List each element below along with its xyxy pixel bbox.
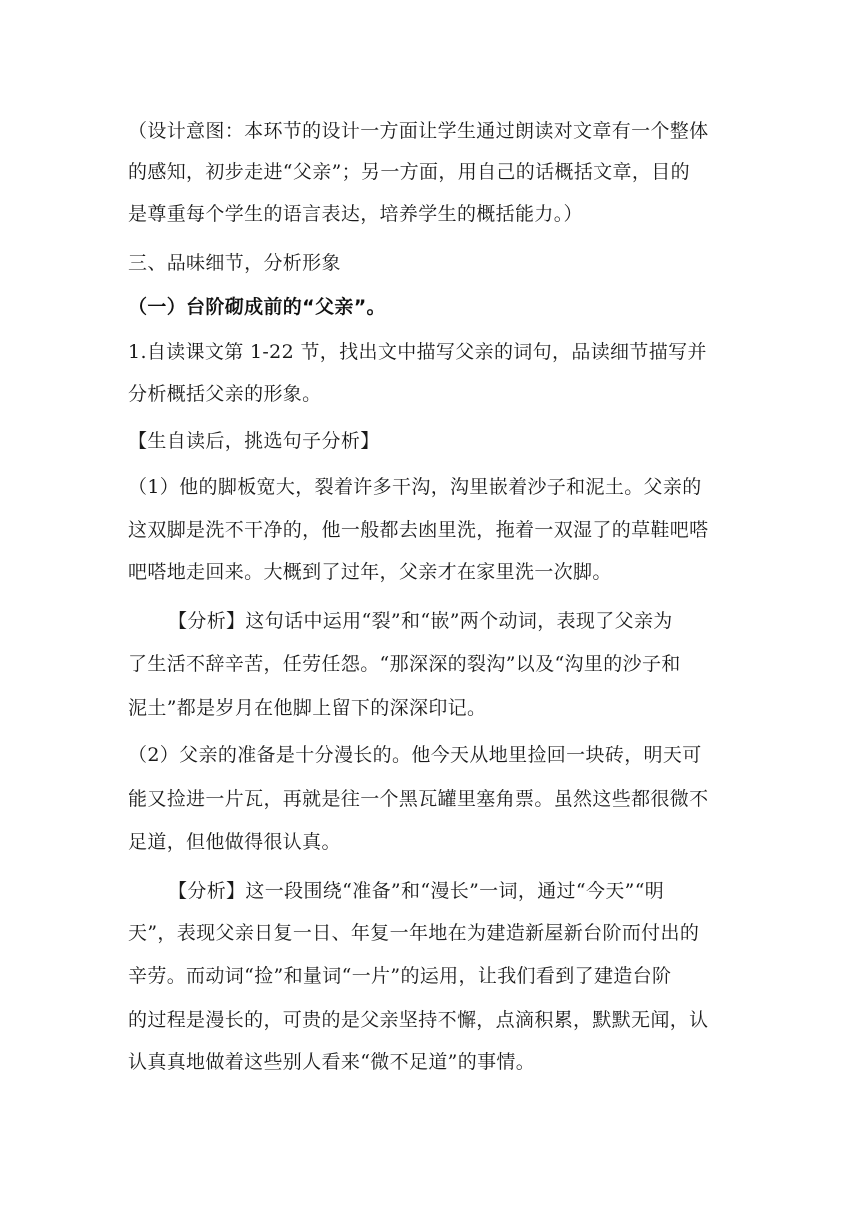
analysis-2-line-5: 认真真地做着这些别人看来“微不足道”的事情。 bbox=[128, 1051, 536, 1073]
section-heading: 三、品味细节，分析形象 bbox=[128, 252, 341, 274]
student-activity-note: 【生自读后，挑选句子分析】 bbox=[128, 430, 380, 452]
quote-2-line-3: 足道，但他做得很认真。 bbox=[128, 831, 341, 853]
analysis-1-line-1: 【分析】这句话中运用“裂”和“嵌”两个动词，表现了父亲为 bbox=[168, 610, 673, 632]
design-intent-line-3: 是尊重每个学生的语言表达，培养学生的概括能力。） bbox=[128, 203, 583, 225]
task-line-2: 分析概括父亲的形象。 bbox=[128, 383, 322, 405]
analysis-2-line-4: 的过程是漫长的，可贵的是父亲坚持不懈，点滴积累，默默无闻，认 bbox=[128, 1009, 709, 1031]
subsection-heading: （一）台阶砌成前的“父亲”。 bbox=[128, 296, 386, 318]
analysis-1-line-2: 了生活不辞辛苦，任劳任怨。“那深深的裂沟”以及“沟里的沙子和 bbox=[128, 653, 681, 675]
analysis-2-line-1: 【分析】这一段围绕“准备”和“漫长”一词，通过“今天”“明 bbox=[168, 880, 665, 902]
task-line-1: 1.自读课文第 1-22 节，找出文中描写父亲的词句，品读细节描写并 bbox=[128, 341, 707, 363]
quote-1-line-2: 这双脚是洗不干净的，他一般都去凼里洗，拖着一双湿了的草鞋吧嗒 bbox=[128, 519, 709, 541]
design-intent-line-2: 的感知，初步走进“父亲”；另一方面，用自己的话概括文章，目的 bbox=[128, 161, 690, 183]
quote-2-line-2: 能又捡进一片瓦，再就是往一个黑瓦罐里塞角票。虽然这些都很微不 bbox=[128, 788, 709, 810]
design-intent-line-1: （设计意图：本环节的设计一方面让学生通过朗读对文章有一个整体 bbox=[128, 120, 709, 142]
quote-2-line-1: （2）父亲的准备是十分漫长的。他今天从地里捡回一块砖，明天可 bbox=[128, 744, 702, 766]
analysis-2-line-2: 天”，表现父亲日复一日、年复一年地在为建造新屋新台阶而付出的 bbox=[128, 922, 700, 944]
analysis-2-line-3: 辛劳。而动词“捡”和量词“一片”的运用，让我们看到了建造台阶 bbox=[128, 965, 672, 987]
quote-1-line-1: （1）他的脚板宽大，裂着许多干沟，沟里嵌着沙子和泥土。父亲的 bbox=[128, 476, 702, 498]
quote-1-line-3: 吧嗒地走回来。大概到了过年，父亲才在家里洗一次脚。 bbox=[128, 561, 612, 583]
analysis-1-line-3: 泥土”都是岁月在他脚上留下的深深印记。 bbox=[128, 697, 487, 719]
